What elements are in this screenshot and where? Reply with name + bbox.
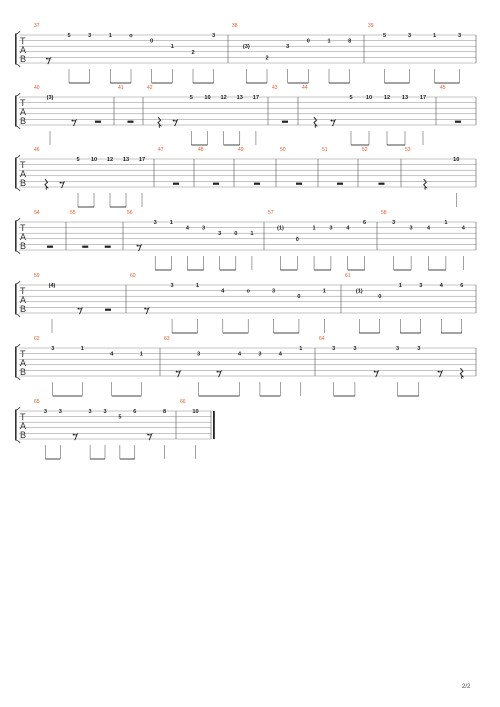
fret-number: 1	[398, 283, 402, 289]
fret-number: 3	[272, 288, 276, 295]
eighth-rest-dot	[217, 371, 219, 373]
fret-number: 13	[401, 95, 409, 101]
fret-number: 1	[170, 44, 174, 51]
eighth-rest-dot	[72, 120, 74, 122]
quarter-rest	[158, 117, 161, 128]
fret-number: 3	[409, 225, 413, 232]
bracket-hook	[15, 93, 20, 96]
tab-clef-letter: T	[20, 98, 26, 108]
measure-number: 65	[34, 399, 40, 405]
tab-clef-letter: T	[20, 223, 26, 233]
tab-clef-letter: A	[20, 232, 27, 242]
fret-number: 1	[250, 231, 254, 238]
fret-number: 3	[212, 33, 216, 39]
measure-number: 66	[180, 399, 186, 405]
fret-number: 1	[195, 283, 199, 289]
fret-number: 4	[221, 288, 225, 295]
fret-number: 4	[461, 225, 465, 232]
fret-number: 3	[58, 409, 62, 415]
fret-number: (3)	[242, 44, 250, 51]
fret-number: 2	[265, 55, 269, 62]
fret-number: 5	[76, 157, 80, 163]
tab-clef-letter: T	[20, 286, 26, 296]
fret-number: 10	[453, 157, 460, 163]
final-barline	[213, 411, 215, 439]
tab-system	[15, 336, 476, 396]
measure-number: 56	[127, 210, 133, 216]
fret-number: 4	[110, 351, 114, 358]
whole-rest	[105, 246, 111, 248]
tab-clef-letter: A	[20, 45, 27, 55]
measure-number: 61	[345, 273, 351, 279]
system-bracket	[15, 221, 17, 251]
quarter-rest	[424, 179, 427, 190]
fret-number: 1	[327, 38, 331, 45]
fret-number: 1	[169, 220, 173, 226]
fret-number: 1	[80, 346, 84, 352]
fret-number: 3	[286, 44, 290, 51]
eighth-rest-dot	[331, 120, 333, 122]
measure-number: 62	[34, 336, 40, 342]
fret-number: 3	[170, 283, 174, 289]
bracket-hook	[15, 126, 20, 129]
fret-number: 0	[297, 294, 301, 301]
eighth-rest-dot	[144, 308, 146, 310]
tab-clef-letter: B	[20, 116, 27, 126]
tab-clef-letter: T	[20, 160, 26, 170]
fret-number: 0	[234, 231, 238, 238]
fret-number: 5	[349, 95, 353, 101]
bracket-hook	[15, 344, 20, 347]
measure-number: 44	[302, 85, 308, 91]
tab-system	[15, 210, 476, 270]
measure-number: 58	[381, 210, 387, 216]
measure-number: 54	[34, 210, 40, 216]
tab-clef-letter: A	[20, 358, 27, 368]
tab-clef-letter: T	[20, 349, 26, 359]
fret-number: (1)	[355, 288, 363, 295]
tab-system	[15, 23, 476, 83]
whole-rest	[128, 121, 134, 123]
whole-rest	[337, 183, 343, 185]
fret-number: 5	[67, 33, 71, 39]
whole-rest	[105, 309, 111, 311]
fret-number: 12	[383, 95, 391, 101]
fret-number: 3	[392, 220, 396, 226]
fret-number: 1	[444, 220, 448, 226]
measure-number: 39	[368, 23, 374, 29]
whole-rest	[296, 183, 302, 185]
fret-number: 8	[348, 38, 352, 45]
tab-clef-letter: A	[20, 169, 27, 179]
fret-number: 4	[439, 283, 443, 289]
eighth-rest-dot	[137, 245, 139, 247]
tab-clef-letter: B	[20, 178, 27, 188]
measure-number: 55	[70, 210, 76, 216]
bracket-hook	[15, 281, 20, 284]
measure-number: 37	[34, 23, 40, 29]
fret-number: 4	[185, 225, 189, 232]
measure-number: 63	[164, 336, 170, 342]
bracket-hook	[15, 251, 20, 254]
whole-rest	[173, 183, 179, 185]
fret-number: 10	[365, 95, 373, 101]
fret-number: 3	[417, 346, 421, 352]
measure-number: 42	[147, 85, 153, 91]
fret-number: 1	[139, 351, 143, 358]
fret-number: 6	[133, 409, 137, 415]
eighth-rest-dot	[73, 434, 75, 436]
fret-number: 3	[353, 346, 357, 352]
quarter-rest	[45, 179, 48, 190]
bracket-hook	[15, 218, 20, 221]
whole-rest	[282, 121, 288, 123]
fret-number: 8	[162, 409, 167, 415]
tab-clef-letter: T	[20, 412, 26, 422]
fret-number: o	[246, 288, 250, 295]
eighth-rest-dot	[374, 371, 376, 373]
measure-number: 43	[272, 85, 278, 91]
tab-clef-letter: A	[20, 107, 27, 117]
fret-number: 0	[295, 236, 299, 243]
tab-system	[15, 273, 476, 333]
fret-number: 3	[457, 33, 462, 39]
fret-number: 1	[312, 225, 316, 232]
fret-number: 1	[322, 288, 326, 295]
measure-number: 47	[158, 147, 164, 153]
bracket-hook	[15, 407, 20, 410]
eighth-rest-dot	[147, 434, 149, 436]
fret-number: 4	[346, 225, 350, 232]
fret-number: 3	[51, 346, 55, 352]
bracket-hook	[15, 314, 20, 317]
tab-clef-letter: T	[20, 36, 26, 46]
fret-number: 3	[407, 33, 412, 39]
fret-number: 5	[382, 33, 387, 39]
whole-rest	[254, 183, 260, 185]
fret-number: 3	[419, 283, 423, 289]
fret-number: o	[129, 33, 133, 39]
whole-rest	[82, 246, 88, 248]
eighth-rest-dot	[173, 120, 175, 122]
fret-number: 3	[197, 351, 201, 358]
eighth-rest-dot	[78, 308, 80, 310]
fret-number: 5	[118, 414, 122, 421]
whole-rest	[213, 183, 219, 185]
fret-number: 1	[299, 346, 303, 352]
fret-number: 12	[106, 157, 114, 163]
measure-number: 41	[118, 85, 124, 91]
fret-number: 0	[378, 294, 382, 301]
page-number: 2/2	[462, 684, 471, 690]
whole-rest	[47, 246, 53, 248]
tab-clef-letter: B	[20, 430, 27, 440]
fret-number: 0	[150, 38, 154, 45]
bracket-hook	[15, 155, 20, 158]
fret-number: 6	[363, 220, 367, 226]
whole-rest	[379, 183, 385, 185]
fret-number: 1	[108, 33, 112, 39]
measure-number: 51	[322, 147, 328, 153]
measure-number: 40	[34, 85, 40, 91]
eighth-rest-dot	[176, 371, 178, 373]
fret-number: (4)	[48, 283, 56, 289]
bracket-hook	[15, 440, 20, 443]
system-bracket	[15, 96, 17, 126]
eighth-rest-dot	[46, 58, 48, 60]
system-bracket	[15, 284, 17, 314]
fret-number: (3)	[46, 95, 54, 101]
fret-number: 3	[88, 409, 92, 415]
fret-number: 13	[122, 157, 130, 163]
tab-system	[15, 147, 476, 207]
eighth-rest-dot	[60, 182, 62, 184]
bracket-hook	[15, 31, 20, 34]
tab-system	[15, 85, 476, 145]
fret-number: 0	[306, 38, 310, 45]
fret-number: 2	[191, 49, 195, 56]
quarter-rest	[314, 117, 317, 128]
fret-number: 5	[189, 95, 193, 101]
fret-number: 10	[90, 157, 98, 163]
fret-number: 3	[258, 351, 262, 358]
fret-number: 10	[204, 95, 211, 101]
tab-clef-letter: A	[20, 295, 27, 305]
quarter-rest	[460, 368, 463, 379]
system-bracket	[15, 410, 17, 440]
system-bracket	[15, 34, 17, 64]
fret-number: 3	[88, 33, 92, 39]
measure-number: 52	[362, 147, 368, 153]
fret-number: (1)	[276, 225, 284, 232]
fret-number: 4	[237, 351, 242, 358]
measure-number: 48	[198, 147, 204, 153]
fret-number: 3	[43, 409, 48, 415]
fret-number: 4	[278, 351, 282, 358]
fret-number: 10	[192, 409, 199, 415]
measure-number: 46	[34, 147, 40, 153]
measure-number: 38	[232, 23, 238, 29]
system-bracket	[15, 158, 17, 188]
measure-number: 53	[405, 147, 411, 153]
measure-number: 60	[130, 273, 136, 279]
fret-number: 3	[332, 346, 336, 352]
tab-clef-letter: A	[20, 421, 27, 431]
fret-number: 3	[329, 225, 333, 232]
fret-number: 17	[138, 157, 146, 163]
system-bracket	[15, 347, 17, 377]
measure-number: 49	[238, 147, 244, 153]
measure-number: 64	[319, 336, 325, 342]
measure-number: 59	[34, 273, 40, 279]
fret-number: 13	[236, 95, 243, 101]
fret-number: 17	[419, 95, 427, 101]
measure-number: 57	[268, 210, 274, 216]
bracket-hook	[15, 188, 20, 191]
tab-clef-letter: B	[20, 304, 27, 314]
fret-number: 3	[218, 231, 222, 238]
fret-number: 6	[460, 283, 464, 289]
fret-number: 3	[153, 220, 157, 226]
fret-number: 17	[252, 95, 260, 101]
bracket-hook	[15, 377, 20, 380]
fret-number: 4	[426, 225, 431, 232]
tab-clef-letter: B	[20, 54, 27, 64]
tab-system	[15, 399, 215, 459]
tab-clef-letter: B	[20, 367, 27, 377]
fret-number: 1	[432, 33, 437, 39]
whole-rest	[95, 121, 101, 123]
fret-number: 3	[103, 409, 107, 415]
measure-number: 50	[280, 147, 286, 153]
fret-number: 3	[395, 346, 400, 352]
fret-number: 3	[202, 225, 206, 232]
fret-number: 12	[220, 95, 227, 101]
tab-clef-letter: B	[20, 241, 27, 251]
measure-number: 45	[440, 85, 446, 91]
eighth-rest-dot	[438, 371, 440, 373]
whole-rest	[455, 121, 461, 123]
bracket-hook	[15, 64, 20, 67]
